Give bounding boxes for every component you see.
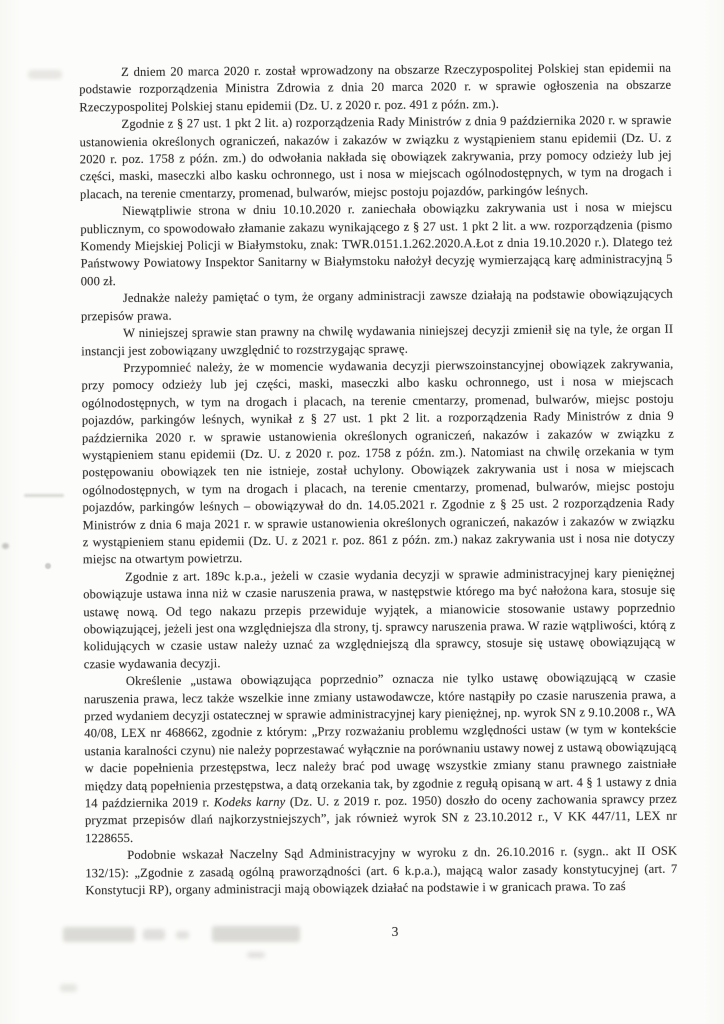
- paragraph-previous-law-definition: [84, 669, 677, 848]
- scan-speck-margin: [45, 563, 51, 569]
- document-text-block: [79, 60, 678, 900]
- paragraph-segment-post: (Dz. U. z 2019 r. poz. 1950) doszło do oceny zachowania sprawcy przez pryzmat przepisów dlań najkorzystniejszych”, jak również wyrok SN z 23.10.2012 r., V KK 447/11, LEX nr 1228655.: [84, 791, 677, 846]
- bleed-through-smudge: [247, 952, 265, 958]
- paragraph-administration-law-basis: Jednakże należy pamiętać o tym, że organy administracji zawsze działają na podstawie obowiązujących przepisów prawa.: [80, 286, 673, 324]
- paragraph-obligation-repealed: Przypomnieć należy, że w momencie wydawania decyzji pierwszoinstancyjnej obowiązek zakrywania, przy pomocy odzieży lub jej części, maski, maseczki albo kasku ochronnego, ust i nosa w miejscach ogólnodostępnych, w tym na drogach i placach, na terenie cmentarzy, promenad, bulwarów, miejsc postoju pojazdów, parkingów leśnych, wynikał z § 27 ust. 1 pkt 2 lit. a rozporządzenia Rady Ministrów z dnia 9 października 2020 r. w sprawie ustanowienia określonych ograniczeń, nakazów i zakazów w związku z wystąpieniem stanu epidemii (Dz. U. z 2020 r. poz. 1758 z późn. zm.). Natomiast na chwilę orzekania w tym postępowaniu obowiązek ten nie istnieje, został uchylony. Obowiązek zakrywania ust i nosa w miejscach ogólnodostępnych, w tym na drogach i placach, na terenie cmentarzy, promenad, bulwarów, miejsc postoju pojazdów, parkingów leśnych – obowiązywał do dn. 14.05.2021 r. Zgodnie z § 25 ust. 2 rozporządzenia Rady Ministrów z dnia 6 maja 2021 r. w sprawie ustanowienia określonych ograniczeń, nakazów i zakazów w związku z wystąpieniem stanu epidemii (Dz. U. z 2021 r. poz. 861 z późn. zm.) nakaz zakrywania ust i nosa nie dotyczy miejsc na otwartym powietrzu.: [81, 356, 675, 567]
- paragraph-segment-pre: Określenie „ustawa obowiązująca poprzednio” oznacza nie tylko ustawę obowiązującą w czasie naruszenia prawa, lecz także wszelkie inne zmiany ustawodawcze, które nastąpiły po czasie naruszenia prawa, a przed wydaniem decyzji ostatecznej w sprawie administracyjnej kary pieniężnej, np. wyrok SN z 9.10.2008 r., WA 40/08, LEX nr 468662, zgodnie z którym: „Przy rozważaniu problemu względności ustaw (w tym w kontekście ustania karalności czynu) nie należy poprzestawać wyłącznie na porównaniu ustawy nowej z ustawą obowiązującą w dacie popełnienia przestępstwa, lecz należy brać pod uwagę wszystkie zmiany stanu prawnego zaistniałe między datą popełnienia przestępstwa, a datą orzekania tak, by zgodnie z regułą opisaną w art. 4 § 1 ustawy z dnia 14 października 2019 r.: [83, 669, 677, 811]
- paragraph-nsa-judgment: Podobnie wskazał Naczelny Sąd Administracyjny w wyroku z dn. 26.10.2016 r. (sygn.. akt II OSK 132/15): „Zgodnie z zasadą ogólną praworządności (art. 6 k.p.a.), mającą walor zasady konstytucyjnej (art. 7 Konstytucji RP), organy administracji mają obowiązek działać na podstawie i w granicach prawa. To zaś: [85, 843, 678, 898]
- bleed-through-smudge: [60, 984, 77, 992]
- page-number: 3: [391, 924, 399, 939]
- scan-smudge-left-margin: [24, 494, 64, 497]
- paragraph-segment-italic-kodeks-karny: Kodeks karny: [213, 794, 286, 810]
- paragraph-mask-obligation-regulation: Zgodnie z § 27 ust. 1 pkt 2 lit. a) rozporządzenia Rady Ministrów z dnia 9 października 2020 r. w sprawie ustanowienia określonych ograniczeń, nakazów i zakazów w związku z wystąpieniem stanu epidemii (Dz. U. z 2020 r. poz. 1758 z późn. zm.) do odwołania nakłada się obowiązek zakrywania, przy pomocy odzieży lub jej części, maski, maseczki albo kasku ochronnego, ust i nosa w miejscach ogólnodostępnych, w tym na drogach i placach, na terenie cmentarzy, promenad, bulwarów, miejsc postoju pojazdów, parkingów leśnych.: [79, 112, 672, 202]
- paragraph-art-189c-kpa: Zgodnie z art. 189c k.p.a., jeżeli w czasie wydania decyzji w sprawie administracyjnej kary pieniężnej obowiązuje ustawa inna niż w czasie naruszenia prawa, w następstwie którego ma być nałożona kara, stosuje się ustawę nową. Od tego nakazu przepis przewiduje wyjątek, a mianowicie stosowanie ustawy poprzednio obowiązującej, jeżeli jest ona względniejsza dla strony, tj. sprawcy naruszenia prawa. W razie wątpliwości, którą z kolidujących w czasie ustaw należy uznać za względniejszą dla sprawcy, stosuje się ustawę obowiązującą w czasie wydawania decyzji.: [83, 565, 676, 672]
- paragraph-violation-and-fine: Niewątpliwie strona w dniu 10.10.2020 r. zaniechała obowiązku zakrywania ust i nosa w miejscu publicznym, co spowodowało złamanie zakazu wynikającego z § 27 ust. 1 pkt 2 lit. a ww. rozporządzenia (pismo Komendy Miejskiej Policji w Białymstoku, znak: TWR.0151.1.262.2020.A.Łot z dnia 19.10.2020 r.). Dlatego też Państwowy Powiatowy Inspektor Sanitarny w Białymstoku nałożył decyzję wymierzającą karę administracyjną 5 000 zł.: [80, 199, 673, 289]
- paragraph-legal-state-changed: W niniejszej sprawie stan prawny na chwilę wydawania niniejszej decyzji zmienił się na tyle, że organ II instancji jest zobowiązany uwzględnić to rozstrzygając sprawę.: [81, 321, 674, 358]
- paragraph-epidemic-state: Z dniem 20 marca 2020 r. został wprowadzony na obszarze Rzeczypospolitej Polskiej stan epidemii na podstawie rozporządzenia Ministra Zdrowia z dnia 20 marca 2020 r. w sprawie ogłoszenia na obszarze Rzeczypospolitej Polskiej stanu epidemii (Dz. U. z 2020 r. poz. 491 z późn. zm.).: [79, 60, 672, 115]
- scan-speck-left-edge: [2, 543, 9, 549]
- scan-smudge-top-left: [28, 70, 62, 79]
